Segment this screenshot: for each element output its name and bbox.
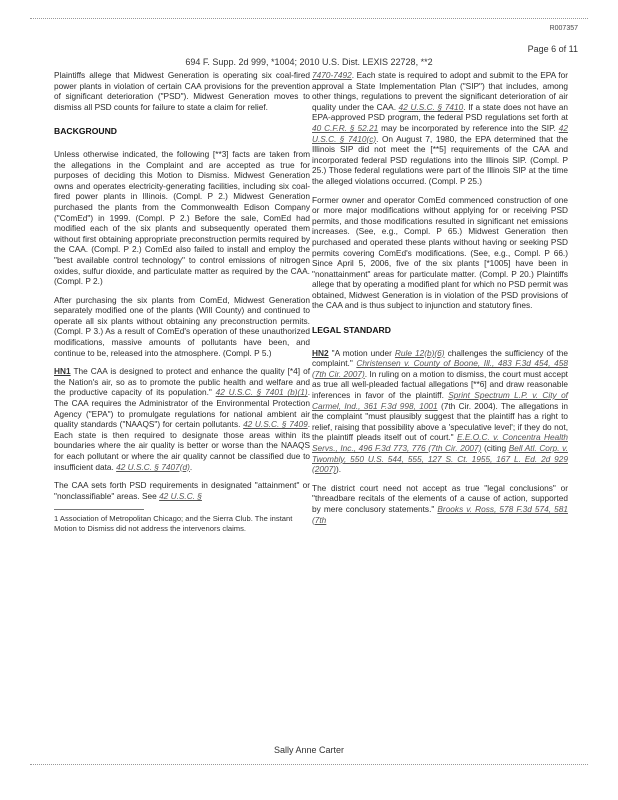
headnote-hn2-link[interactable]: HN2 xyxy=(312,347,329,358)
right-paragraph-1: 7470-7492. Each state is required to adopt and submit to the EPA for approval a State Implementation Plan ("SIP") that includes, among other things, regulations to prevent the significant deterioration of air quality under the CAA. 42 U.S.C. § 7410. If a state does not have an EPA-approved PSD program, the federal PSD regulations set forth at 40 C.F.R. § 52.21 may be incorporated by reference into the SIP. 42 U.S.C. § 7410(c). On August 7, 1980, the EPA determined that the Illinois SIP did not meet the [**5] requirements of the CAA and incorporated federal PSD regulations into the Illinois SIP. (Compl. P 25.) Those federal regulations were part of the Illinois SIP at the time the alleged violations occurred. (Compl. P 25.) xyxy=(312,70,568,186)
statute-link[interactable]: 42 U.S.C. § 7401 (b)(1) xyxy=(215,387,308,398)
statute-link[interactable]: 42 U.S.C. § 7410(c) xyxy=(312,122,568,144)
statute-link[interactable]: 42 U.S.C. § xyxy=(159,490,202,501)
case-link[interactable]: Sprint Spectrum L.P. v. City of Carmel, Ind., 361 F.3d 998, 1001 xyxy=(312,390,568,411)
footnote-divider xyxy=(54,509,144,510)
right-paragraph-2: Former owner and operator ComEd commenced construction of one or more major modifications without applying for or receiving PSD permits, and those modifications resulted in significant net emissions increases. (See, e.g., Compl. P 65.) Midwest Generation then purchased and operated these plants without having or seeking PSD permits covering ComEd's modifications. (See, e.g., Compl. P 66.) Since April 5, 2006, five of the six plants [*1005] have been in "nonattainment" areas for particulate matter. (Compl. P 20.) Plaintiffs allege that by operating a modified plant for which no PSD permit was obtained, Midwest Generation is in violation of the PSD provisions of the CAA and is thus subject to injunction and statutory fines. xyxy=(312,194,568,311)
statute-link[interactable]: 42 U.S.C. § 7409 xyxy=(243,419,308,430)
footnote: 1 Association of Metropolitan Chicago; and the Sierra Club. The instant Motion to Dismiss did not address the intervenors claims. xyxy=(54,514,293,533)
page-number: Page 6 of 11 xyxy=(527,44,578,54)
left-column xyxy=(54,70,310,534)
legal-paragraph-2: The district court need not accept as true "legal conclusions" or "threadbare recitals of the elements of a cause of action, supported by mere conclusory statements." Brooks v. Ross, 578 F.3d 574, 581 (7th xyxy=(312,482,568,525)
statute-link[interactable]: 7470-7492 xyxy=(312,70,352,80)
headnote-hn1-link[interactable]: HN1 xyxy=(54,366,71,377)
rule-link[interactable]: Rule 12(b)(6) xyxy=(394,347,445,358)
case-link[interactable]: Bell Atl. Corp. v. Twombly, 550 U.S. 544, 555, 127 S. Ct. 1955, 167 L. Ed. 2d 929 (2007) xyxy=(312,443,568,475)
top-dotted-rule xyxy=(30,18,588,19)
case-link[interactable]: E.E.O.C. v. Concentra Health Servs., Inc., 496 F.3d 773, 776 (7th Cir. 2007) xyxy=(312,432,568,453)
intro-paragraph: Plaintiffs allege that Midwest Generation is operating six coal-fired power plants in violation of certain CAA provisions for the prevention of significant deterioration ("PSD"). Midwest Generation moves to dismiss all PSD counts for failure to state a claim for relief. xyxy=(54,70,310,112)
right-column xyxy=(312,70,568,533)
background-heading: BACKGROUND xyxy=(54,126,118,137)
document-id: R007357 xyxy=(549,25,578,32)
bottom-dotted-rule xyxy=(30,764,588,765)
background-paragraph-2: After purchasing the six plants from ComEd, Midwest Generation separately modified one of the plants (Will County) and continued to operate all six plants without obtaining any preconstruction permits. (Compl. P 3.) As a result of ComEd's operation of these unauthorized modifications, massive amounts of pollutants have been, and continue to be, released into the atmosphere. (Compl. P 5.) xyxy=(54,294,310,358)
background-paragraph-1: Unless otherwise indicated, the following [**3] facts are taken from the allegations in the Complaint and are accepted as true for purposes of deciding this Motion to Dismiss. Midwest Generation owns and operates electricity-generating facilities, including six coal-fired power plants in Illinois. (Compl. P 2.) Midwest Generation purchased the plants from the Commonwealth Edison Company ("ComEd") in 1999. (Compl. P 2.) Before the sale, ComEd had modified each of the six plants and subsequently operated them without first obtaining appropriate preconstruction permits required by the CAA. (Compl. P 2.) ComEd also failed to install and employ the "best available control technology" to control emissions of nitrogen oxides, sulfur dioxide, and particulate matter as required by the CAA. (Compl. P 2.) xyxy=(54,148,310,287)
case-link[interactable]: Brooks v. Ross, 578 F.3d 574, 581 (7th xyxy=(312,503,568,525)
footer-name: Sally Anne Carter xyxy=(273,745,345,755)
background-paragraph-4: The CAA sets forth PSD requirements in designated "attainment" or "nonclassifiable" areas. See 42 U.S.C. § xyxy=(54,480,310,501)
statute-link[interactable]: 42 U.S.C. § 7410 xyxy=(398,101,464,112)
legal-paragraph-1: HN2 "A motion under Rule 12(b)(6) challenges the sufficiency of the complaint." Christensen v. County of Boone, Ill., 483 F.3d 454, 458 (7th Cir. 2007). In ruling on a motion to dismiss, the court must accept as true all well-pleaded factual allegations [**6] and draw reasonable inferences in favor of the plaintiff. Sprint Spectrum L.P. v. City of Carmel, Ind., 361 F.3d 998, 1001 (7th Cir. 2004). The allegations in the complaint "must plausibly suggest that the plaintiff has a right to relief, raising that possibility above a 'speculative level'; if they do not, the plaintiff pleads itself out of court." E.E.O.C. v. Concentra Health Servs., Inc., 496 F.3d 773, 776 (7th Cir. 2007) (citing Bell Atl. Corp. v. Twombly, 550 U.S. 544, 555, 127 S. Ct. 1955, 167 L. Ed. 2d 929 (2007)). xyxy=(312,347,569,475)
case-link[interactable]: Christensen v. County of Boone, Ill., 483 F.3d 454, 458 (7th Cir. 2007) xyxy=(312,358,568,379)
regulation-link[interactable]: 40 C.F.R. § 52.21 xyxy=(312,122,379,133)
legal-standard-heading: LEGAL STANDARD xyxy=(312,325,391,336)
background-paragraph-3: HN1 The CAA is designed to protect and enhance the quality [*4] of the Nation's air, so as to promote the public health and welfare and the productive capacity of its population." 42 U.S.C. § 7401 (b)(1). The CAA requires the Administrator of the Environmental Protection Agency ("EPA") to promulgate regulations for national ambient air quality standards ("NAAQS") for certain pollutants. 42 U.S.C. § 7409. Each state is then required to designate those areas within its boundaries where the air quality is better or worse than the NAAQS for each pollutant or where the air quality cannot be classified due to insufficient data. 42 U.S.C. § 7407(d). xyxy=(54,366,310,472)
statute-link[interactable]: 42 U.S.C. § 7407(d) xyxy=(116,461,190,472)
case-citation: 694 F. Supp. 2d 999, *1004; 2010 U.S. Dist. LEXIS 22728, **2 xyxy=(185,57,433,67)
